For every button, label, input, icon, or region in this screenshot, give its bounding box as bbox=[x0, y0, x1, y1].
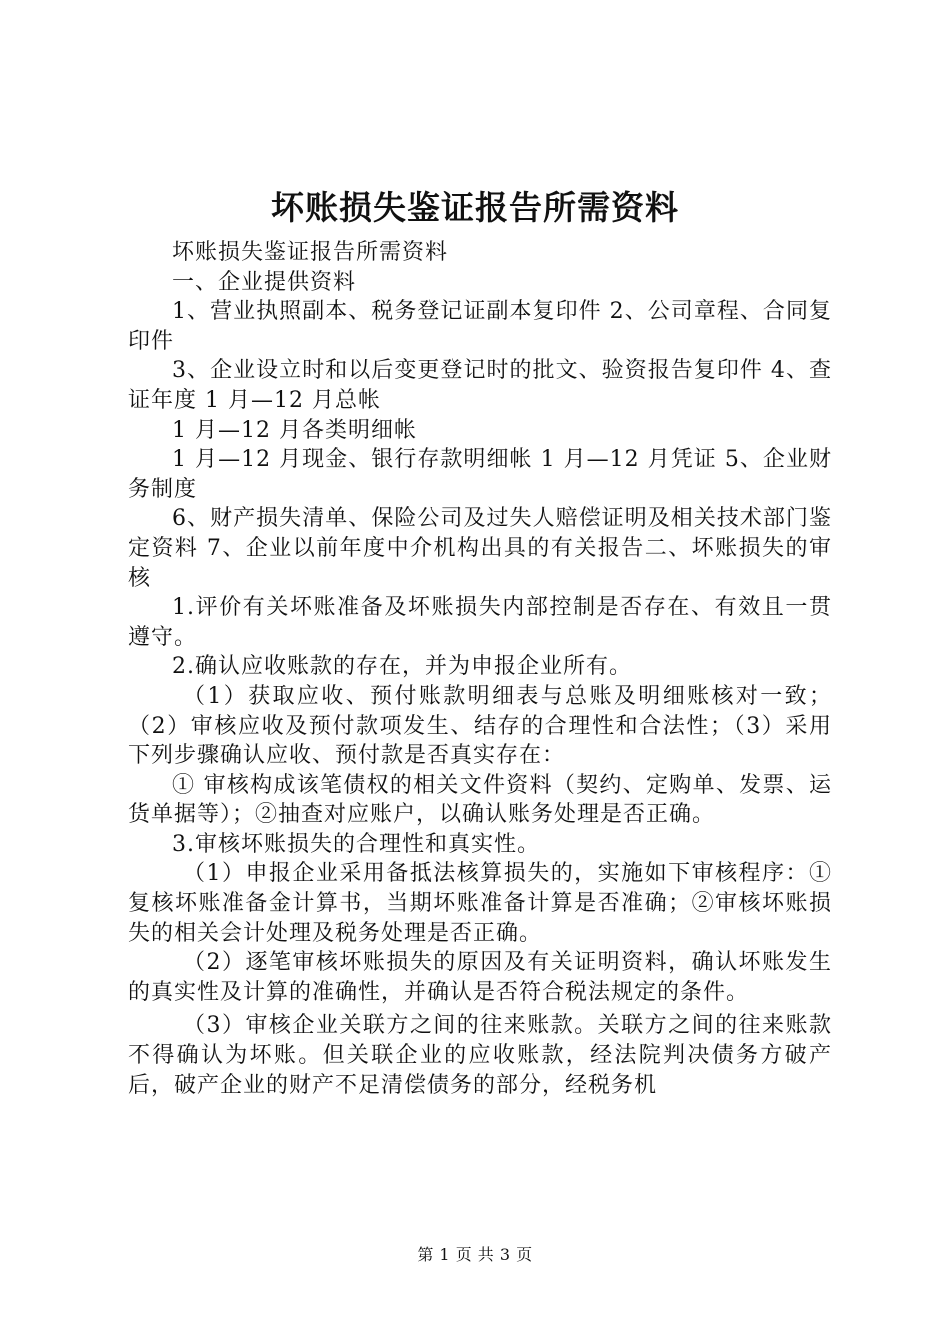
document-body bbox=[128, 238, 832, 1100]
paragraph-heading-repeat: 坏账损失鉴证报告所需资料 bbox=[172, 240, 449, 265]
paragraph-review-3-3: （3）审核企业关联方之间的往来账款。关联方之间的往来账款不得确认为坏账。但关联企业的应收账款，经法院判决债务方破产后，破产企业的财产不足清偿债务的部分，经税务机 bbox=[128, 1013, 832, 1098]
paragraph-item-1: 1、营业执照副本、税务登记证副本复印件 2、公司章程、合同复印件 bbox=[128, 299, 832, 354]
paragraph-review-1: 1.评价有关坏账准备及坏账损失内部控制是否存在、有效且一贯遵守。 bbox=[128, 595, 832, 650]
paragraph-review-2-steps: （1）获取应收、预付账款明细表与总账及明细账核对一致；（2）审核应收及预付款项发生、结存的合理性和合法性；（3）采用下列步骤确认应收、预付款是否真实存在： bbox=[128, 683, 832, 769]
paragraph-item-3: 3、企业设立时和以后变更登记时的批文、验资报告复印件 4、查证年度 1 月—12 月总帐 bbox=[128, 358, 832, 413]
document-title: 坏账损失鉴证报告所需资料 bbox=[271, 188, 679, 227]
paragraph-review-3-1: （1）申报企业采用备抵法核算损失的，实施如下审核程序：①复核坏账准备金计算书，当期坏账准备计算是否准确；②审核坏账损失的相关会计处理及税务处理是否正确。 bbox=[128, 861, 832, 946]
section-heading-1: 一、企业提供资料 bbox=[172, 269, 357, 295]
paragraph-cash: 1 月—12 月现金、银行存款明细帐 1 月—12 月凭证 5、企业财务制度 bbox=[128, 447, 832, 502]
paragraph-review-3-2: （2）逐笔审核坏账损失的原因及有关证明资料，确认坏账发生的真实性及计算的准确性，并确认是否符合税法规定的条件。 bbox=[128, 950, 832, 1005]
paragraph-item-6: 6、财产损失清单、保险公司及过失人赔偿证明及相关技术部门鉴定资料 7、企业以前年度中介机构出具的有关报告二、坏账损失的审核 bbox=[128, 506, 832, 591]
page-number: 第 1 页 共 3 页 bbox=[417, 1245, 533, 1264]
paragraph-review-2: 2.确认应收账款的存在，并为申报企业所有。 bbox=[172, 654, 632, 680]
paragraph-ledger: 1 月—12 月各类明细帐 bbox=[172, 417, 417, 443]
paragraph-review-3: 3.审核坏账损失的合理性和真实性。 bbox=[172, 831, 540, 857]
paragraph-review-2-documents: ① 审核构成该笔债权的相关文件资料（契约、定购单、发票、运货单据等）；②抽查对应账户，以确认账务处理是否正确。 bbox=[128, 772, 832, 828]
